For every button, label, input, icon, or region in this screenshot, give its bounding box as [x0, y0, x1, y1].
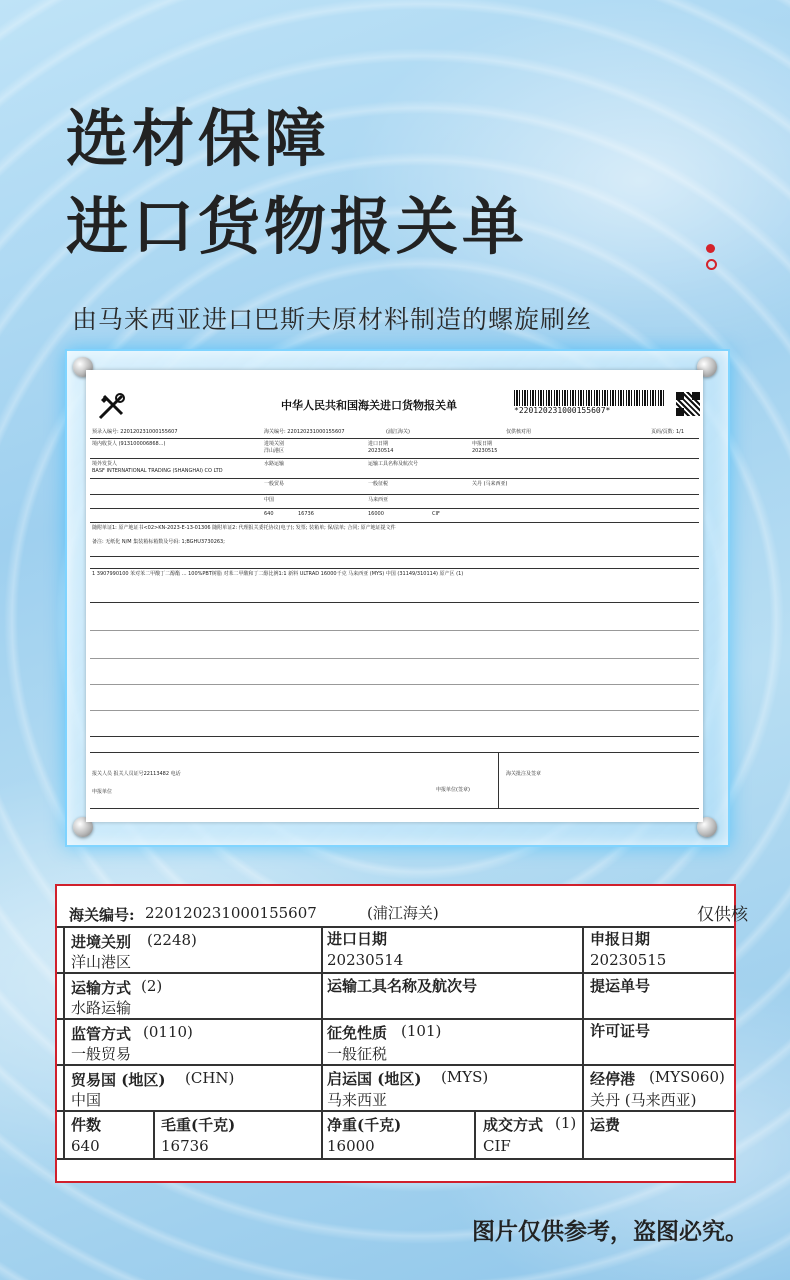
trade-country-code: (CHN) [185, 1069, 235, 1087]
customs-office: (浦江海关) [386, 429, 410, 435]
subtitle: 由马来西亚进口巴斯夫原材料制造的螺旋刷丝 [72, 305, 593, 334]
gross-weight-value: 16736 [161, 1137, 209, 1155]
freight-label: 运费 [590, 1116, 621, 1134]
mini-trade-country: 中国 [264, 497, 275, 503]
remarks: 备注: 无纸化 N/M 集装箱标箱数及号码: 1;BGHU3730263; [92, 539, 225, 545]
mini-net: 16000 [368, 511, 384, 517]
transit-port-value: 关丹 (马来西亚) [590, 1091, 697, 1109]
page-count: 页码/页数: 1/1 [651, 429, 685, 435]
entry-port-value: 洋山港区 [71, 953, 132, 971]
declare-date-label: 申报日期 [590, 930, 651, 948]
consignee-label: 境内收货人 (913100006868...) [92, 441, 166, 447]
customs-number: 海关编号: 220120231000155607 [264, 429, 345, 435]
supervision-value: 一般贸易 [71, 1045, 132, 1063]
import-date-value: 20230514 [327, 951, 404, 969]
barcode [514, 390, 664, 406]
shipper-label: 境外发货人 [92, 461, 118, 467]
packages-value: 640 [71, 1137, 100, 1155]
mini-vessel: 运输工具名称及航次号 [368, 461, 419, 467]
transit-port-label: 经停港 [590, 1070, 636, 1088]
deal-method-value: CIF [483, 1137, 511, 1155]
pre-entry-number: 预录入编号: 220120231000155607 [92, 429, 178, 435]
mini-packages: 640 [264, 511, 274, 517]
mini-deal: CIF [432, 511, 440, 517]
tax-label: 征免性质 [327, 1024, 388, 1042]
declaring-unit: 申报单位 [92, 789, 113, 795]
disclaimer: 图片仅供参考，盗图必究。 [472, 1219, 748, 1245]
declarant-footer: 报关人员 报关人员证号22113482 电话 [92, 771, 181, 777]
deal-method-code: (1) [555, 1114, 577, 1132]
mini-entry-port: 进境关别 [264, 441, 285, 447]
goods-row: 1 3907990100 苯对苯二甲酸丁二醇酯 ... 100%PBT树脂 对苯二甲酸和丁二醇比例1:1 新料 ULTRAD 16000千克 马来西亚 (MYS) 中国 (31149/310114) 原产区 (1) [92, 571, 464, 577]
bill-label: 提运单号 [590, 977, 651, 995]
mini-tax: 一般征税 [368, 481, 389, 487]
attached-docs: 随附单证1: 原产地证书<02>KN-2023-E-13-01306 随附单证2: 代理报关委托协议(电子); 发票; 装箱单; 保/法单; 合同; 原产地证提文件 [92, 525, 396, 531]
supervision-code: (0110) [143, 1023, 193, 1041]
origin-country-value: 马来西亚 [327, 1091, 388, 1109]
vessel-label: 运输工具名称及航次号 [327, 977, 478, 995]
mini-declare-date: 申报日期 [472, 441, 493, 447]
transport-label: 运输方式 [71, 979, 132, 997]
mini-origin-country: 马来西亚 [368, 497, 389, 503]
verification-note: 仅供核对用 [506, 429, 532, 435]
mini-declare-date-value: 20230515 [472, 448, 498, 454]
mini-transit: 关丹 (马来西亚) [472, 481, 508, 487]
supervision-label: 监管方式 [71, 1025, 132, 1043]
transport-value: 水路运输 [71, 999, 132, 1017]
packages-label: 件数 [71, 1116, 102, 1134]
entry-port-code: (2248) [147, 931, 197, 949]
headline-line-2: 进口货物报关单 [66, 190, 529, 263]
form-title: 中华人民共和国海关进口货物报关单 [281, 399, 457, 412]
mini-entry-port-value: 洋山港区 [264, 448, 285, 454]
trade-country-value: 中国 [71, 1091, 102, 1109]
customs-office: (浦江海关) [367, 904, 439, 922]
declare-date-value: 20230515 [590, 951, 667, 969]
mini-transport: 水路运输 [264, 461, 285, 467]
cut-off-text: 仅供核 [697, 905, 748, 925]
headline-line-1: 选材保障 [66, 102, 331, 175]
mini-import-date-value: 20230514 [368, 448, 394, 454]
customs-no-label: 海关编号: [69, 906, 135, 924]
deal-method-label: 成交方式 [483, 1116, 544, 1134]
net-weight-label: 净重(千克) [327, 1116, 402, 1134]
tax-value: 一般征税 [327, 1045, 388, 1063]
trade-country-label: 贸易国 (地区) [71, 1071, 166, 1089]
net-weight-value: 16000 [327, 1137, 375, 1155]
mini-gross: 16736 [298, 511, 314, 517]
barcode-number: *2201202310001556​07* [514, 406, 611, 415]
mini-import-date: 进口日期 [368, 441, 389, 447]
transport-code: (2) [141, 977, 163, 995]
customs-emblem-icon [96, 390, 128, 422]
license-label: 许可证号 [590, 1022, 651, 1040]
qr-code-icon [676, 392, 700, 416]
shipper-value: BASF INTERNATIONAL TRADING (SHANGHAI) CO LTD [92, 468, 223, 474]
decorative-dots [705, 244, 717, 272]
tax-code: (101) [401, 1022, 442, 1040]
origin-country-label: 启运国 (地区) [327, 1070, 422, 1088]
import-date-label: 进口日期 [327, 930, 388, 948]
entry-port-label: 进境关别 [71, 933, 132, 951]
zoomed-form-detail [55, 884, 748, 1183]
mini-supervision: 一般贸易 [264, 481, 285, 487]
customs-annotation: 海关批注及签章 [506, 771, 542, 777]
customs-no-value: 220120231000155607 [145, 904, 317, 922]
transit-port-code: (MYS060) [649, 1068, 725, 1086]
declaring-unit-seal: 申报单位(签章) [436, 787, 470, 793]
customs-declaration-form [86, 370, 703, 822]
origin-country-code: (MYS) [441, 1068, 489, 1086]
gross-weight-label: 毛重(千克) [161, 1116, 236, 1134]
